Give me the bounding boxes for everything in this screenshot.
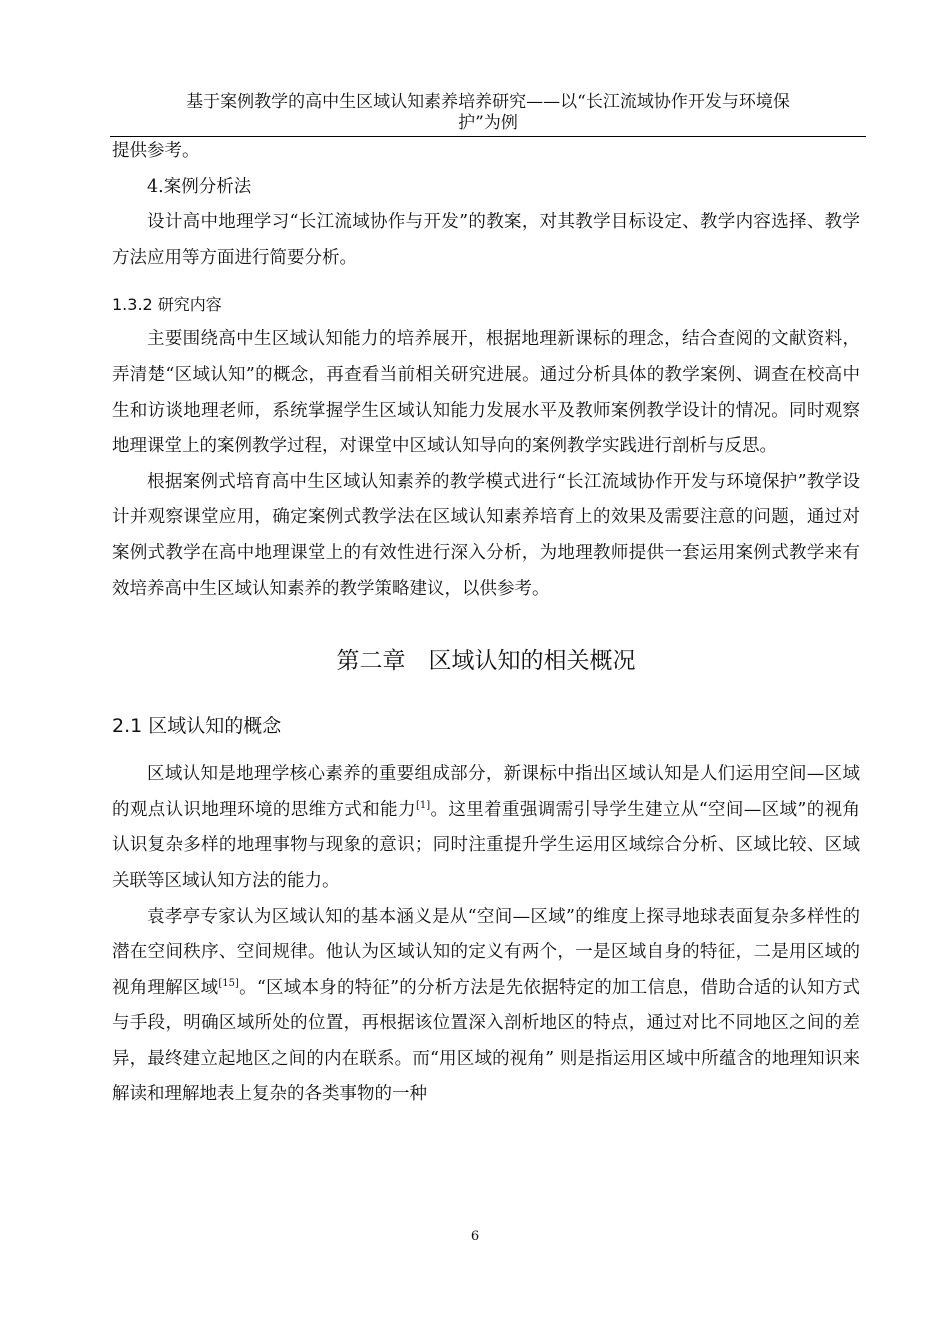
- paragraph-continuation: 提供参考。: [112, 141, 200, 161]
- paragraph-text: 袁孝亭专家认为区域认知的基本涵义是从“空间—区域”的维度上探寻地球表面复杂多样性的潜在空间秩序、空间规律。他认为区域认知的定义有两个，一是区域自身的特征，二是用区域的视角理解区域: [112, 906, 860, 998]
- paragraph-concept-2: [112, 900, 860, 1114]
- citation-ref: [1]: [415, 799, 431, 811]
- paragraph-text: 。这里着重强调需引导学生建立从“空间—区域”的视角认识复杂多样的地理事物与现象的意识；同时注重提升学生运用区域综合分析、区域比较、区域关联等区域认知方法的能力。: [112, 799, 860, 891]
- paragraph-concept-1: [112, 757, 860, 899]
- header-title-line2: 护”为例: [458, 113, 518, 133]
- paragraph-research-content-1: 主要围绕高中生区域认知能力的培养展开，根据地理新课标的理念，结合查阅的文献资料，弄清楚“区域认知”的概念，再查看当前相关研究进展。通过分析具体的教学案例、调查在校高中生和访谈地理老师，系统掌握学生区域认知能力发展水平及教师案例教学设计的情况。同时观察地理课堂上的案例教学过程，对课堂中区域认知导向的案例教学实践进行剖析与反思。: [112, 329, 860, 457]
- citation-ref: [15]: [218, 977, 239, 989]
- running-header: [110, 92, 866, 134]
- section-heading-2-1: 2.1 区域认知的概念: [112, 715, 282, 738]
- header-title-line1: 基于案例教学的高中生区域认知素养培养研究——以“长江流域协作开发与环境保: [186, 92, 790, 112]
- page-number: 6: [470, 1229, 480, 1244]
- subsection-heading-1-3-2: 1.3.2 研究内容: [112, 295, 222, 315]
- page-body: [112, 134, 860, 1113]
- chapter-title: 第二章 区域认知的相关概况: [336, 648, 636, 675]
- paragraph-text: 。“区域本身的特征”的分析方法是先依据特定的加工信息，借助合适的认知方式与手段，明确区域所处的位置，再根据该位置深入剖析地区的特点，通过对比不同地区之间的差异，最终建立起地区之间的内在联系。而“用区域的视角” 则是指运用区域中所蕴含的地理知识来解读和理解地表上复杂的各类事物的一种: [112, 977, 861, 1105]
- method-heading: 4.案例分析法: [147, 176, 252, 197]
- paragraph-text: 区域认知是地理学核心素养的重要组成部分，新课标中指出区域认知是人们运用空间—区域的观点认识地理环境的思维方式和能力: [112, 764, 860, 820]
- paragraph-case-analysis: 设计高中地理学习“长江流域协作与开发”的教案，对其教学目标设定、教学内容选择、教学方法应用等方面进行简要分析。: [112, 212, 860, 268]
- paragraph-research-content-2: 根据案例式培育高中生区域认知素养的教学模式进行“长江流域协作开发与环境保护”教学设计并观察课堂应用，确定案例式教学法在区域认知素养培育上的效果及需要注意的问题，通过对案例式教学在高中地理课堂上的有效性进行深入分析，为地理教师提供一套运用案例式教学来有效培养高中生区域认知素养的教学策略建议，以供参考。: [112, 471, 860, 599]
